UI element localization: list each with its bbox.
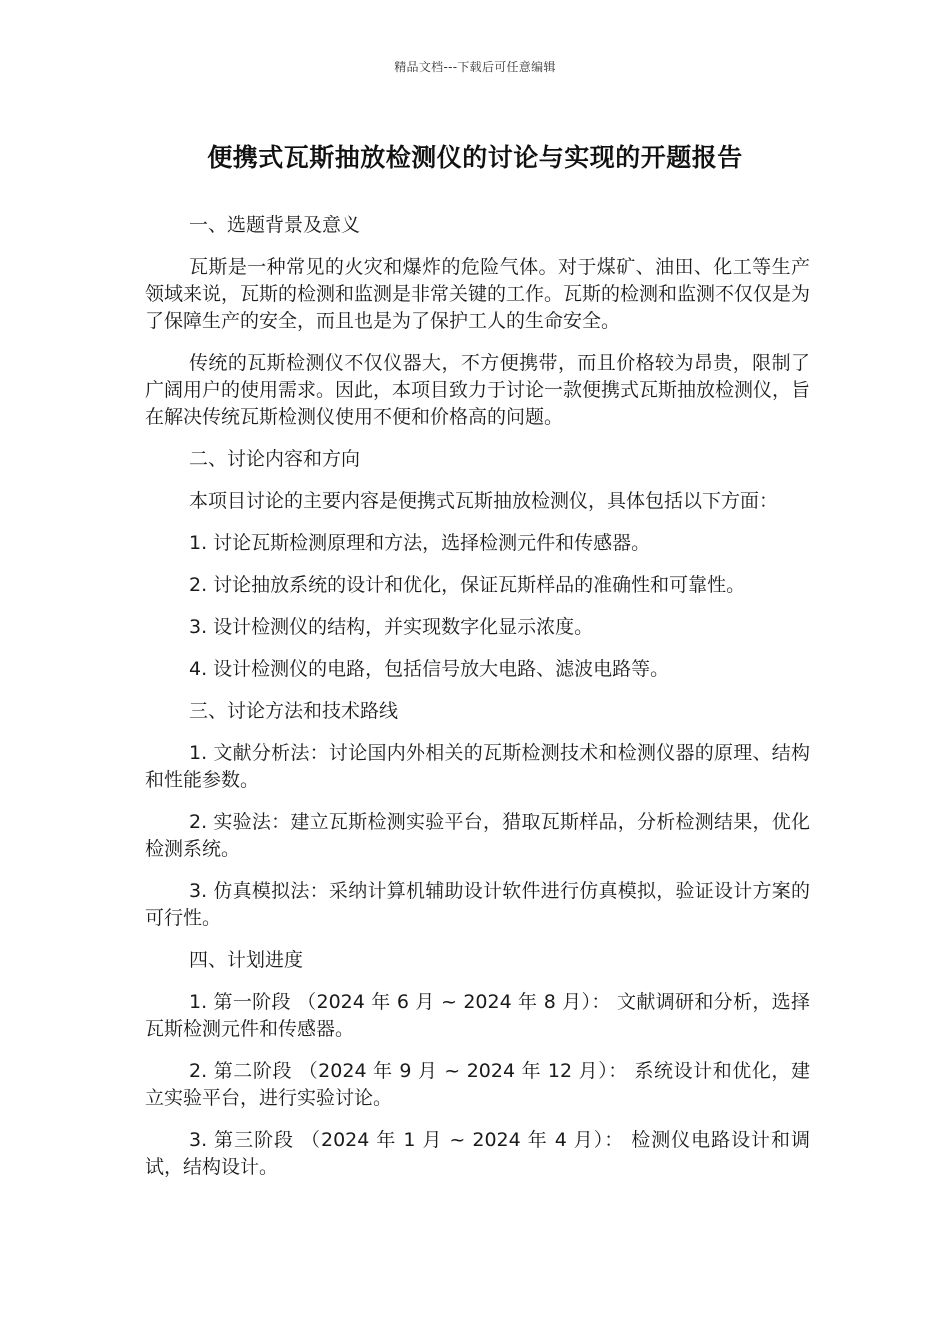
list-item: 1. 讨论瓦斯检测原理和方法，选择检测元件和传感器。 bbox=[189, 532, 651, 554]
header-note: 精品文档---下载后可任意编辑 bbox=[394, 60, 556, 74]
document-title: 便携式瓦斯抽放检测仪的讨论与实现的开题报告 bbox=[207, 143, 743, 172]
document-body bbox=[145, 212, 810, 1196]
list-item: 2. 实验法：建立瓦斯检测实验平台，猎取瓦斯样品，分析检测结果，优化检测系统。 bbox=[145, 811, 810, 860]
section-heading: 一、选题背景及意义 bbox=[189, 214, 361, 236]
paragraph: 传统的瓦斯检测仪不仅仪器大，不方便携带，而且价格较为昂贵，限制了广阔用户的使用需求。因此，本项目致力于讨论一款便携式瓦斯抽放检测仪，旨在解决传统瓦斯检测仪使用不便和价格高的问题。 bbox=[145, 352, 811, 428]
list-item: 1. 第一阶段 （2024 年 6 月 ~ 2024 年 8 月）： 文献调研和分析，选择瓦斯检测元件和传感器。 bbox=[145, 991, 810, 1040]
list-item: 1. 文献分析法：讨论国内外相关的瓦斯检测技术和检测仪器的原理、结构和性能参数。 bbox=[145, 742, 810, 791]
list-item: 2. 讨论抽放系统的设计和优化，保证瓦斯样品的准确性和可靠性。 bbox=[189, 574, 746, 596]
paragraph: 本项目讨论的主要内容是便携式瓦斯抽放检测仪，具体包括以下方面： bbox=[189, 490, 779, 512]
list-item: 3. 仿真模拟法：采纳计算机辅助设计软件进行仿真模拟，验证设计方案的可行性。 bbox=[145, 880, 810, 929]
paragraph: 瓦斯是一种常见的火灾和爆炸的危险气体。对于煤矿、油田、化工等生产领域来说，瓦斯的检测和监测是非常关键的工作。瓦斯的检测和监测不仅仅是为了保障生产的安全，而且也是为了保护工人的生命安全。 bbox=[145, 256, 811, 332]
section-heading: 三、讨论方法和技术路线 bbox=[189, 700, 399, 722]
list-item: 3. 设计检测仪的结构，并实现数字化显示浓度。 bbox=[189, 616, 594, 638]
section-heading: 二、讨论内容和方向 bbox=[189, 448, 361, 470]
list-item: 4. 设计检测仪的电路，包括信号放大电路、滤波电路等。 bbox=[189, 658, 670, 680]
section-heading: 四、计划进度 bbox=[189, 949, 304, 971]
list-item: 3. 第三阶段 （2024 年 1 月 ~ 2024 年 4 月）： 检测仪电路设计和调试，结构设计。 bbox=[145, 1129, 810, 1178]
list-item: 2. 第二阶段 （2024 年 9 月 ~ 2024 年 12 月）： 系统设计和优化，建立实验平台，进行实验讨论。 bbox=[145, 1060, 810, 1109]
